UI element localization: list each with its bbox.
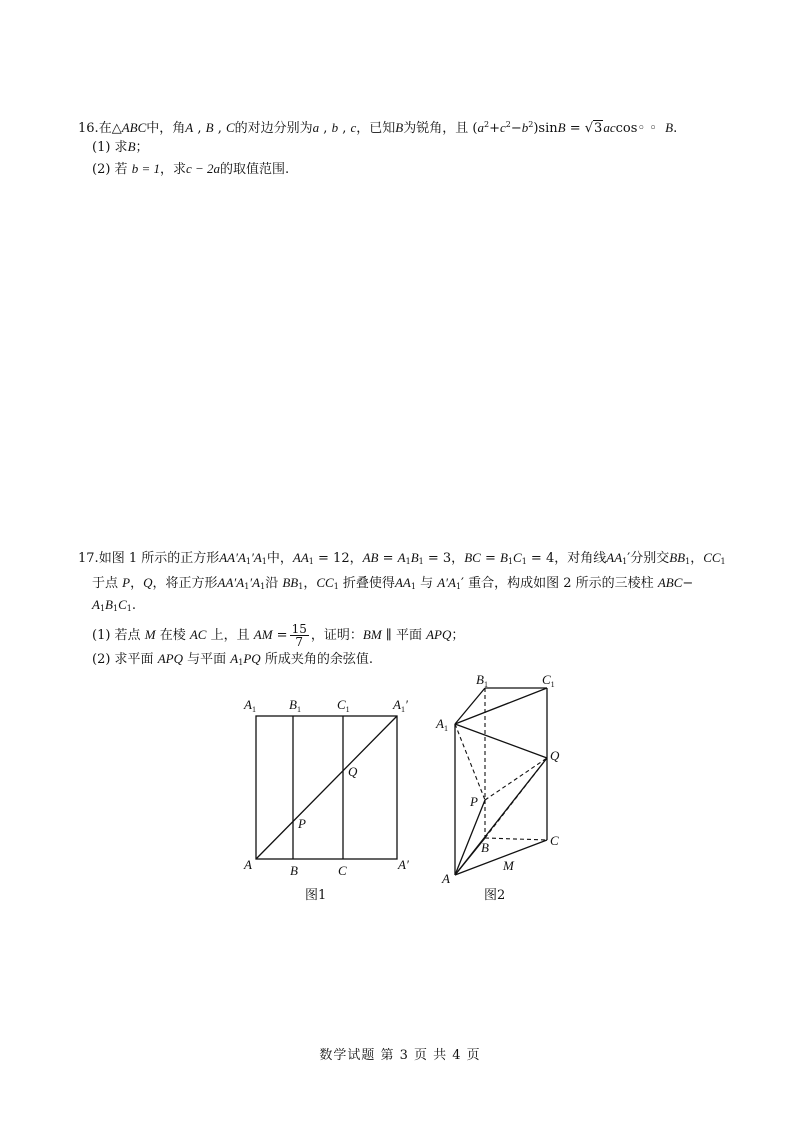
segment-bq-hidden bbox=[485, 758, 547, 838]
label-A: A bbox=[244, 857, 252, 872]
label-A: A bbox=[442, 871, 450, 886]
q16-number: 16. bbox=[78, 121, 99, 136]
q16-part1: (1) 求B； bbox=[92, 139, 149, 155]
label-B1: $B_1$ bbox=[476, 672, 488, 689]
q17-line2: 于点 P，Q，将正方形$AA'A_1'A_1$沿 $BB_1$，$CC_1$ 折叠使得$AA_1$ 与 $A'A_1'$ 重合，构成如图 2 所示的三棱柱 ABC− bbox=[92, 575, 694, 591]
segment-a1q bbox=[455, 724, 547, 758]
q16-part2: (2) 若 b = 1，求c − 2a的取值范围. bbox=[92, 161, 290, 177]
label-Q: Q bbox=[348, 764, 358, 779]
label-C1: $C_1$ bbox=[337, 697, 350, 714]
label-A1: $A_1$ bbox=[244, 697, 256, 714]
label-B1: $B_1$ bbox=[289, 697, 301, 714]
label-B: B bbox=[290, 863, 298, 878]
label-Q: Q bbox=[550, 748, 560, 763]
fraction-15-7: $\frac{15}{7}$ bbox=[291, 622, 307, 649]
label-A-prime: A′ bbox=[398, 857, 409, 872]
label-P: P bbox=[298, 816, 306, 831]
segment-a1p-hidden bbox=[455, 724, 485, 800]
figure-1-square-diagram bbox=[236, 692, 426, 882]
q17-line1: 17.如图 1 所示的正方形$AA'A_1'A_1$中，$AA_1 = 12$，AB = $A_1B_1 = 3$，BC = $B_1C_1 = 4$，对角线$AA_1'$分别交$BB_1$，$CC_1$ bbox=[78, 550, 726, 566]
q17-line3: $A_1B_1C_1$. bbox=[92, 597, 136, 613]
edge-bc-hidden bbox=[485, 838, 547, 840]
q17-number: 17. bbox=[78, 551, 99, 566]
page-footer: 数学试题 第 3 页 共 4 页 bbox=[319, 1048, 481, 1063]
segment-ap bbox=[455, 800, 485, 875]
q17-part1: (1) 若点 M 在棱 AC 上，且 AM = $\frac{15}{7}$ ，证明：BM ∥ 平面 APQ； bbox=[92, 622, 465, 649]
label-B: B bbox=[481, 840, 489, 855]
label-C: C bbox=[550, 833, 559, 848]
edge-a1c1 bbox=[455, 688, 547, 724]
label-C1: $C_1$ bbox=[542, 672, 555, 689]
label-C: C bbox=[338, 863, 347, 878]
label-M: M bbox=[503, 858, 514, 873]
label-A1-prime: $A_1'$ bbox=[393, 697, 408, 714]
q16-stem: 16.在△ABC中，角A , B , C的对边分别为a , b , c，已知B为锐角，且 $(a^2+c^2-b^2)\sin B$ = √3accos◦ ◦ B. bbox=[78, 120, 678, 136]
diagonal-aa1p bbox=[256, 716, 397, 859]
q17-part2: (2) 求平面 APQ 与平面 $A_1PQ$ 所成夹角的余弦值. bbox=[92, 651, 373, 667]
label-A1: $A_1$ bbox=[436, 716, 448, 733]
figure-1-caption: 图1 bbox=[305, 888, 327, 903]
figure-2-prism-diagram bbox=[430, 668, 590, 888]
segment-pq-hidden bbox=[485, 758, 547, 800]
label-P: P bbox=[470, 794, 478, 809]
figure-2-caption: 图2 bbox=[484, 888, 506, 903]
